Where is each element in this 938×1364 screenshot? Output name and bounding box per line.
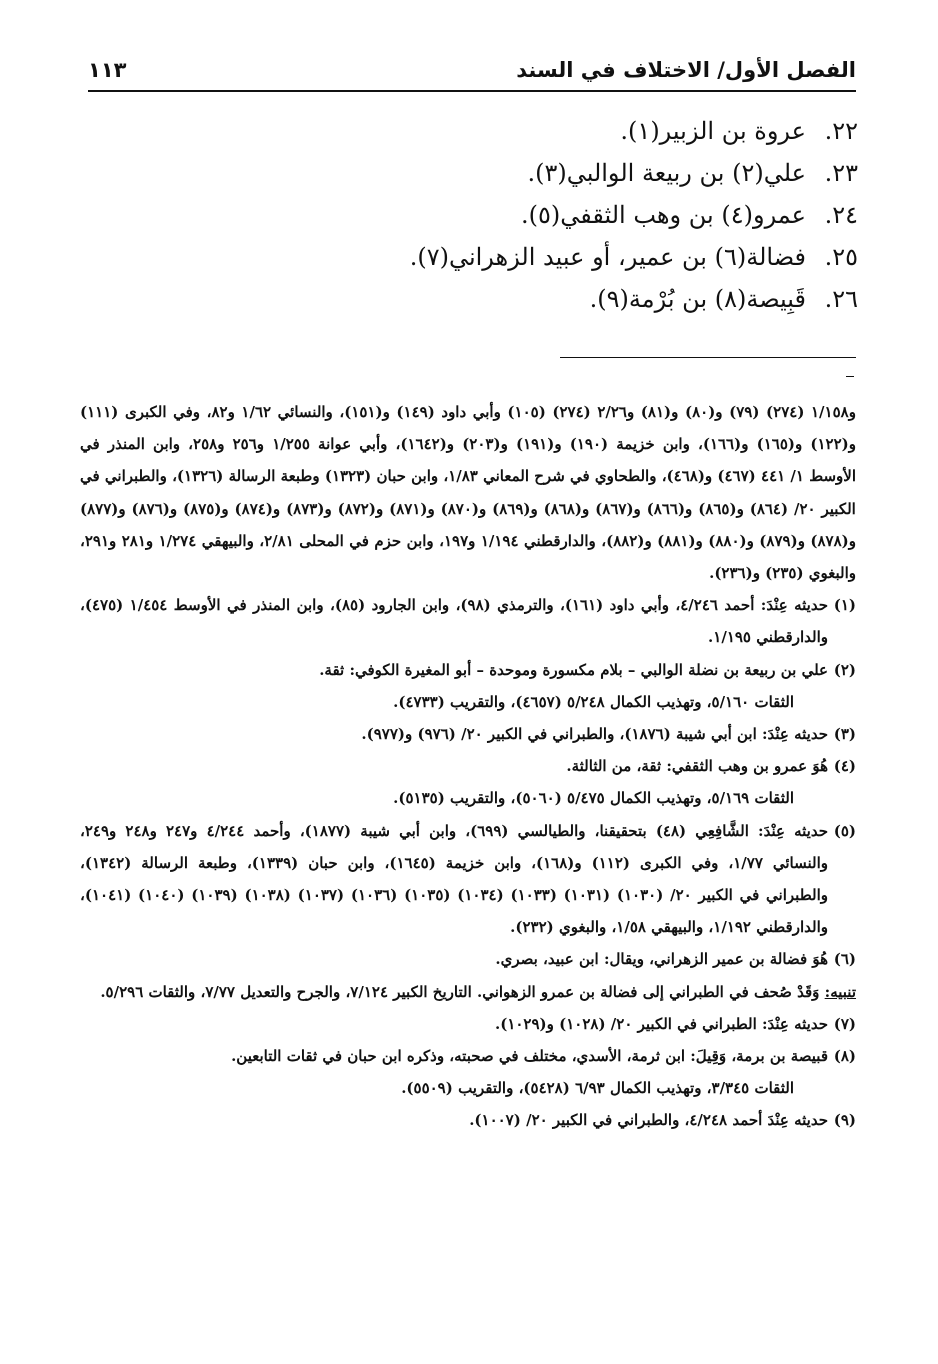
footnote-text: هُوَ فضالة بن عمير الزهراني، ويقال: ابن عبيد، بصري. bbox=[495, 950, 828, 969]
footnote-reference: الثقات ٥/١٦٠، وتهذيب الكمال ٥/٢٤٨ (٤٦٥٧)، والتقريب (٤٧٣٣). bbox=[393, 692, 794, 711]
narrator-list bbox=[78, 110, 858, 320]
continuation-mark bbox=[846, 376, 854, 377]
footnote-3 bbox=[80, 718, 856, 750]
footnote-5 bbox=[80, 815, 856, 944]
item-text: قَبِيصة(٨) بن بُرْمة(٩). bbox=[589, 285, 806, 313]
list-item bbox=[78, 194, 858, 236]
footnote-6 bbox=[80, 943, 856, 975]
item-text: فضالة(٦) بن عمير، أو عبيد الزهراني(٧). bbox=[409, 243, 806, 271]
chapter-title: الفصل الأول/ الاختلاف في السند bbox=[516, 58, 856, 82]
footnote-text: حديثه عِنْدَ: الشَّافِعِي (٤٨) بتحقيقنا، والطيالسي (٦٩٩)، وابن أبي شيبة (١٨٧٧)، وأحمد ٤/٢٤٤ و٢٤٧ و٢٤٨ و٢٤٩، والنسائي ١/٧٧، وفي الكبرى (١١٢) و(١٦٨)، وابن خزيمة (١٦٤٥)، وابن حبان (١٣٣٩)، وطبعة الرسالة (١٣٤٢)، والطبراني في الكبير ٢٠/ (١٠٣٠) (١٠٣١) (١٠٣٣) (١٠٣٤) (١٠٣٥) (١٠٣٦) (١٠٣٧) (١٠٣٨) (١٠٣٩) (١٠٤٠) (١٠٤١)، والدارقطني ١/١٩٢، والبيهقي ١/٥٨، والبغوي (٢٣٢). bbox=[80, 821, 828, 937]
item-text: عروة بن الزبير(١). bbox=[620, 117, 806, 145]
list-item bbox=[78, 278, 858, 320]
footnote-number: (٢) bbox=[833, 660, 856, 679]
footnote-text: حديثه عِنْدَ: الطبراني في الكبير ٢٠/ (١٠٢٨) و(١٠٢٩). bbox=[494, 1014, 828, 1033]
running-header bbox=[88, 54, 856, 92]
footnote-4 bbox=[80, 750, 856, 782]
item-number: ٢٤ . bbox=[806, 194, 858, 236]
item-text: عمرو(٤) بن وهب الثقفي(٥). bbox=[520, 201, 806, 229]
footnote-text: علي بن ربيعة بن نضلة الوالبي – بلام مكسورة وموحدة – أبو المغيرة الكوفي: ثقة. bbox=[319, 660, 828, 679]
footnote-separator bbox=[560, 357, 856, 358]
footnote-number: (٨) bbox=[833, 1047, 856, 1066]
footnote-text: حديثه عِنْدَ: ابن أبي شيبة (١٨٧٦)، والطبراني في الكبير ٢٠/ (٩٧٦) و(٩٧٧). bbox=[361, 725, 828, 744]
footnote-7 bbox=[80, 1008, 856, 1040]
footnote-number: (٥) bbox=[833, 821, 856, 840]
footnote-text: هُوَ عمرو بن وهب الثقفي: ثقة، من الثالثة. bbox=[566, 757, 828, 776]
list-item bbox=[78, 110, 858, 152]
footnote-number: (٣) bbox=[833, 725, 856, 744]
footnote-text: حديثه عِنْدَ أحمد ٤/٢٤٨، والطبراني في الكبير ٢٠/ (١٠٠٧). bbox=[469, 1111, 828, 1130]
footnote-2 bbox=[80, 654, 856, 686]
footnote-number: (١) bbox=[833, 596, 856, 615]
footnote-number: (٩) bbox=[833, 1111, 856, 1130]
footnote-number: (٤) bbox=[833, 757, 856, 776]
footnote-1 bbox=[80, 589, 856, 653]
list-item bbox=[78, 152, 858, 194]
tanbih-text: وَقَدْ صُحف في الطبراني إلى فضالة بن عمرو الزهواني. التاريخ الكبير ٧/١٢٤، والجرح والتعديل ٧/٧٧، والثقات ٥/٢٩٦. bbox=[100, 982, 825, 1001]
footnote-reference: الثقات ٥/١٦٩، وتهذيب الكمال ٥/٤٧٥ (٥٠٦٠)، والتقريب (٥١٣٥). bbox=[393, 789, 794, 808]
item-number: ٢٦ . bbox=[806, 278, 858, 320]
footnote-8 bbox=[80, 1040, 856, 1072]
footnote-number: (٦) bbox=[833, 950, 856, 969]
page-number: ١١٣ bbox=[88, 58, 127, 82]
item-number: ٢٣ . bbox=[806, 152, 858, 194]
item-text: علي(٢) بن ربيعة الوالبي(٣). bbox=[527, 159, 806, 187]
tanbih-label: تنبيه: bbox=[824, 982, 856, 1001]
item-number: ٢٥ . bbox=[806, 236, 858, 278]
footnote-reference: الثقات ٣/٣٤٥، وتهذيب الكمال ٦/٩٣ (٥٤٢٨)، والتقريب (٥٥٠٩). bbox=[401, 1079, 794, 1098]
tanbih-note bbox=[80, 976, 856, 1008]
footnote-text: قبيصة بن برمة، وَقِيلَ: ابن ثرمة، الأسدي، مختلف في صحبته، وذكره ابن حبان في ثقات التابعين. bbox=[231, 1047, 828, 1066]
continued-footnote: و١/١٥٨ (٢٧٤) (٧٩) و(٨٠) و(٨١) و٢/٢٦ (٢٧٤) (١٠٥) وأبي داود (١٤٩) و(١٥١)، والنسائي ١/٦٢ و٨٢، وفي الكبرى (١١١) و(١٢٢) و(١٦٥) و(١٦٦)، وابن خزيمة (١٩٠) و(١٩١) و(٢٠٣) و(١٦٤٢)، وأبي عوانة ١/٢٥٥ و٢٥٦ و٢٥٨، وابن المنذر في الأوسط ١/ ٤٤١ (٤٦٧) و(٤٦٨)، والطحاوي في شرح المعاني ١/٨٣، وابن حبان (١٣٢٣) وطبعة الرسالة (١٣٢٦)، والطبراني في الكبير ٢٠/ (٨٦٤) و(٨٦٥) و(٨٦٦) و(٨٦٧) و(٨٦٨) و(٨٦٩) و(٨٧٠) و(٨٧١) و(٨٧٢) و(٨٧٣) و(٨٧٤) و(٨٧٥) و(٨٧٦) و(٨٧٧) و(٨٧٨) و(٨٧٩) و(٨٨٠) و(٨٨١) و(٨٨٢)، والدارقطني ١/١٩٤ و١٩٧، وابن حزم في المحلى ٢/٨١، والبيهقي ١/٢٧٤ و٢٨١ و٢٩١، والبغوي (٢٣٥) و(٢٣٦). bbox=[80, 403, 857, 583]
item-number: ٢٢ . bbox=[806, 110, 858, 152]
footnote-text: حديثه عِنْدَ: أحمد ٤/٢٤٦، وأبي داود (١٦١)، والترمذي (٩٨)، وابن الجارود (٨٥)، وابن المنذر في الأوسط ١/٤٥٤ (٤٧٥)، والدارقطني ١/١٩٥. bbox=[80, 596, 828, 647]
footnote-number: (٧) bbox=[833, 1014, 856, 1033]
footnote-9 bbox=[80, 1104, 856, 1136]
footnotes bbox=[80, 396, 856, 1137]
list-item bbox=[78, 236, 858, 278]
